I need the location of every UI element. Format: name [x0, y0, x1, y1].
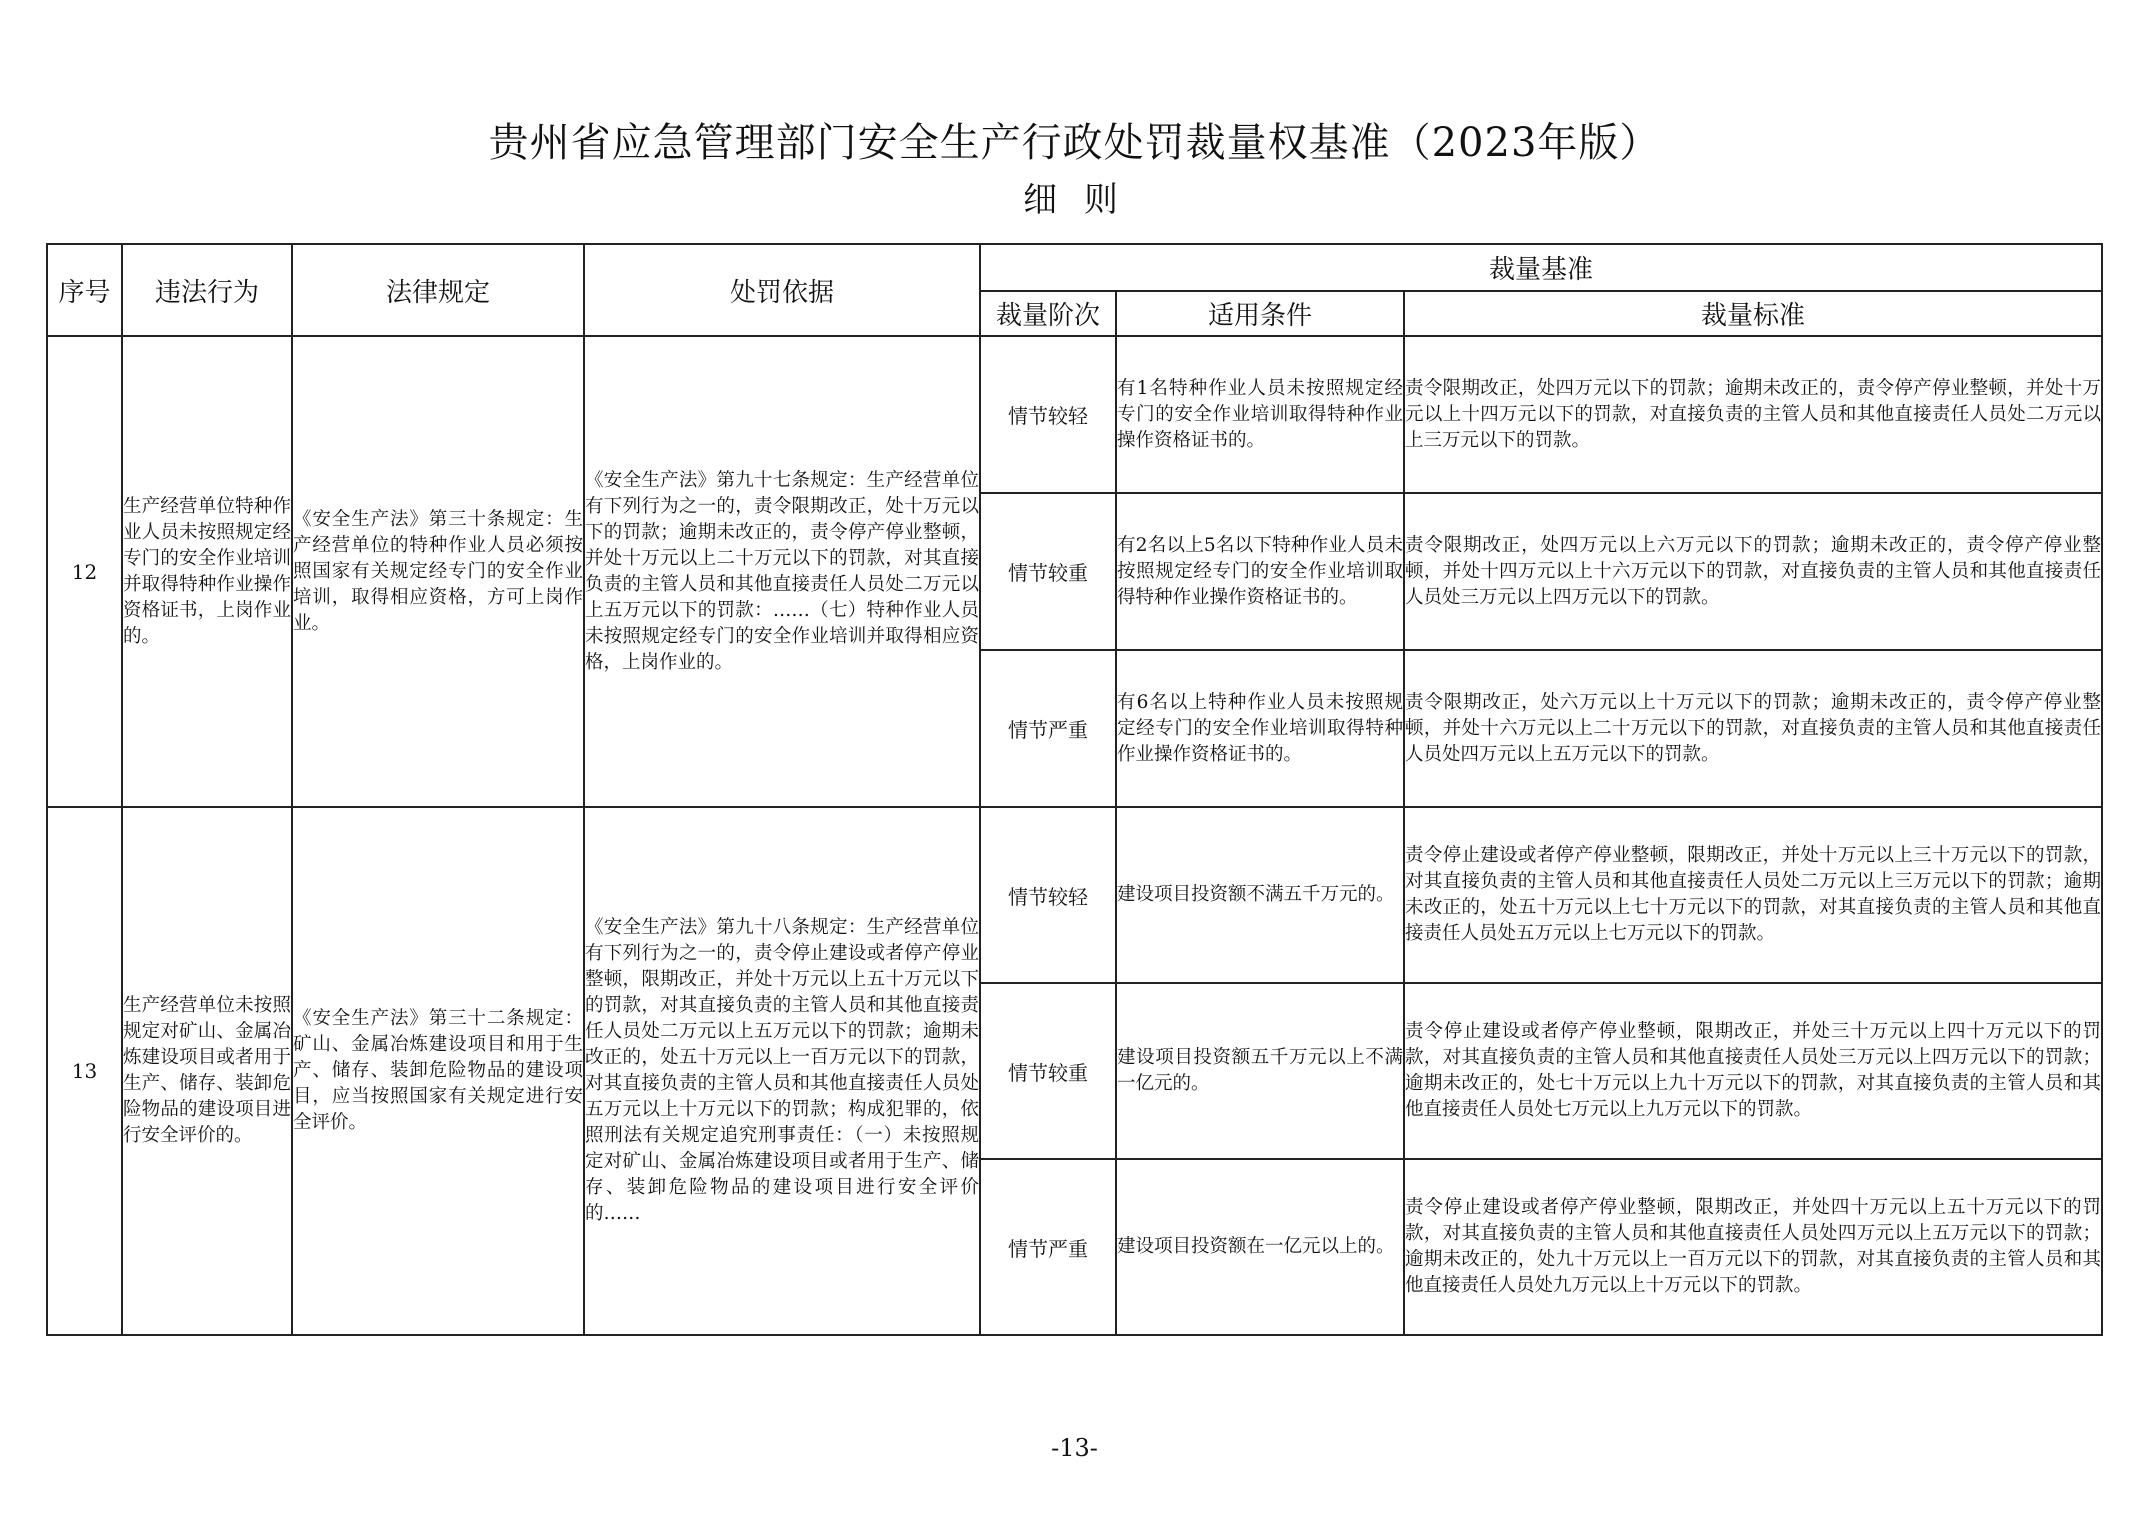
- cell-seq: 12: [47, 336, 122, 807]
- page-subtitle: 细 则: [1023, 180, 1126, 220]
- cell-legal-provision: 《安全生产法》第三十条规定：生产经营单位的特种作业人员必须按照国家有关规定经专门的安全作业培训，取得相应资格，方可上岗作业。: [292, 336, 584, 807]
- table-row: [47, 336, 2102, 493]
- cell-condition: 有1名特种作业人员未按照规定经专门的安全作业培训取得特种作业操作资格证书的。: [1116, 336, 1404, 493]
- cell-condition: 建设项目投资额在一亿元以上的。: [1116, 1159, 1404, 1335]
- cell-standard: 责令限期改正，处六万元以上十万元以下的罚款；逾期未改正的，责令停产停业整顿，并处十六万元以上二十万元以下的罚款，对直接负责的主管人员和其他直接责任人员处四万元以上五万元以下的罚款。: [1404, 650, 2102, 807]
- cell-condition: 有6名以上特种作业人员未按照规定经专门的安全作业培训取得特种作业操作资格证书的。: [1116, 650, 1404, 807]
- cell-level: 情节严重: [980, 650, 1116, 807]
- cell-standard: 责令停止建设或者停产停业整顿，限期改正，并处三十万元以上四十万元以下的罚款，对其直接负责的主管人员和其他直接责任人员处三万元以上四万元以下的罚款；逾期未改正的，处七十万元以上九十万元以下的罚款，对其直接负责的主管人员和其他直接责任人员处七万元以上九万元以下的罚款。: [1404, 983, 2102, 1159]
- header-seq: 序号: [47, 244, 122, 336]
- cell-standard: 责令限期改正，处四万元以下的罚款；逾期未改正的，责令停产停业整顿，并处十万元以上十四万元以下的罚款，对直接负责的主管人员和其他直接责任人员处二万元以上三万元以下的罚款。: [1404, 336, 2102, 493]
- header-penalty-basis: 处罚依据: [584, 244, 980, 336]
- cell-condition: 建设项目投资额五千万元以上不满一亿元的。: [1116, 983, 1404, 1159]
- header-row-1: [47, 244, 2102, 291]
- cell-level: 情节较轻: [980, 336, 1116, 493]
- cell-standard: 责令停止建设或者停产停业整顿，限期改正，并处四十万元以上五十万元以下的罚款，对其直接负责的主管人员和其他直接责任人员处四万元以上五万元以下的罚款；逾期未改正的，处九十万元以上一百万元以下的罚款，对其直接负责的主管人员和其他直接责任人员处九万元以上十万元以下的罚款。: [1404, 1159, 2102, 1335]
- cell-penalty-basis: 《安全生产法》第九十八条规定：生产经营单位有下列行为之一的，责令停止建设或者停产停业整顿，限期改正，并处十万元以上五十万元以下的罚款，对其直接负责的主管人员和其他直接责任人员处二万元以上五万元以下的罚款；逾期未改正的，处五十万元以上一百万元以下的罚款，对其直接负责的主管人员和其他直接责任人员处五万元以上十万元以下的罚款；构成犯罪的，依照刑法有关规定追究刑事责任：（一）未按照规定对矿山、金属冶炼建设项目或者用于生产、储存、装卸危险物品的建设项目进行安全评价的……: [584, 807, 980, 1335]
- cell-violation: 生产经营单位特种作业人员未按照规定经专门的安全作业培训并取得特种作业操作资格证书，上岗作业的。: [122, 336, 292, 807]
- table-row: [47, 807, 2102, 983]
- cell-violation: 生产经营单位未按照规定对矿山、金属冶炼建设项目或者用于生产、储存、装卸危险物品的建设项目进行安全评价的。: [122, 807, 292, 1335]
- cell-level: 情节较重: [980, 983, 1116, 1159]
- header-discretion: 裁量基准: [980, 244, 2102, 291]
- cell-penalty-basis: 《安全生产法》第九十七条规定：生产经营单位有下列行为之一的，责令限期改正，处十万元以下的罚款；逾期未改正的，责令停产停业整顿，并处十万元以上二十万元以下的罚款，对其直接负责的主管人员和其他直接责任人员处二万元以上五万元以下的罚款：……（七）特种作业人员未按照规定经专门的安全作业培训并取得相应资格，上岗作业的。: [584, 336, 980, 807]
- header-condition: 适用条件: [1116, 291, 1404, 336]
- cell-standard: 责令停止建设或者停产停业整顿，限期改正，并处十万元以上三十万元以下的罚款，对其直接负责的主管人员和其他直接责任人员处二万元以上三万元以下的罚款；逾期未改正的，处五十万元以上七十万元以下的罚款，对其直接负责的主管人员和其他直接责任人员处五万元以上七万元以下的罚款。: [1404, 807, 2102, 983]
- header-standard: 裁量标准: [1404, 291, 2102, 336]
- cell-standard: 责令限期改正，处四万元以上六万元以下的罚款；逾期未改正的，责令停产停业整顿，并处十四万元以上十六万元以下的罚款，对直接负责的主管人员和其他直接责任人员处三万元以上四万元以下的罚款。: [1404, 493, 2102, 650]
- cell-level: 情节较轻: [980, 807, 1116, 983]
- header-level: 裁量阶次: [980, 291, 1116, 336]
- discretion-table: [46, 243, 2103, 1336]
- cell-level: 情节较重: [980, 493, 1116, 650]
- cell-seq: 13: [47, 807, 122, 1335]
- cell-condition: 有2名以上5名以下特种作业人员未按照规定经专门的安全作业培训取得特种作业操作资格证书的。: [1116, 493, 1404, 650]
- cell-level: 情节严重: [980, 1159, 1116, 1335]
- cell-condition: 建设项目投资额不满五千万元的。: [1116, 807, 1404, 983]
- cell-legal-provision: 《安全生产法》第三十二条规定：矿山、金属冶炼建设项目和用于生产、储存、装卸危险物品的建设项目，应当按照国家有关规定进行安全评价。: [292, 807, 584, 1335]
- header-legal-provision: 法律规定: [292, 244, 584, 336]
- page-number: -13-: [1051, 1434, 1098, 1462]
- header-violation: 违法行为: [122, 244, 292, 336]
- page-title: 贵州省应急管理部门安全生产行政处罚裁量权基准（2023年版）: [488, 120, 1661, 166]
